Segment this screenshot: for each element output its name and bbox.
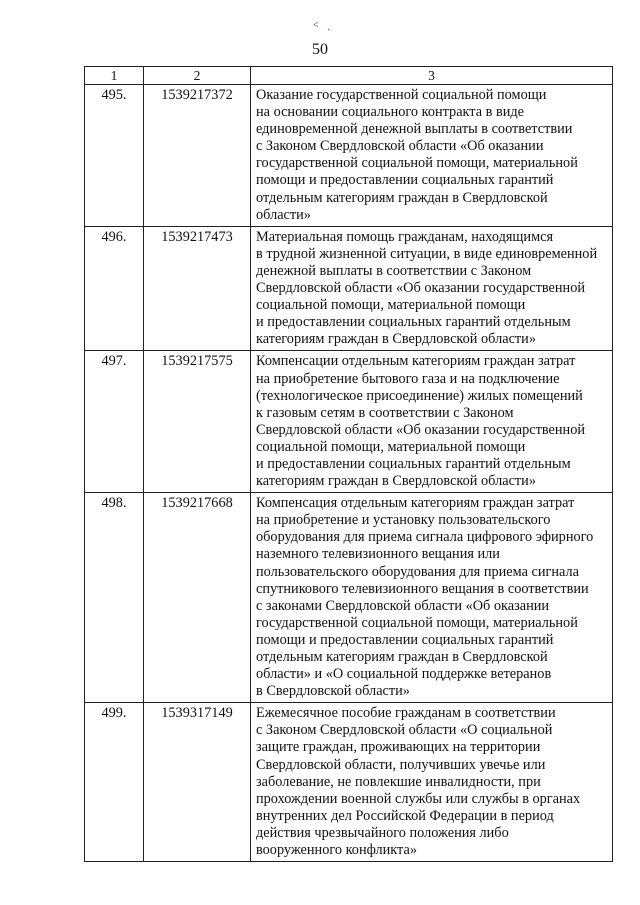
table-row	[85, 85, 613, 227]
row-description: Компенсации отдельным категориям граждан затрат на приобретение бытового газа и на подключение (технологическое присоединение) жилых помещений к газовым сетям в соответствии с Законом Свердловской области «Об оказании государственной социальной помощи, материальной помощи и предоставлении социальных гарантий отдельным категориям граждан в Свердловской области»	[251, 351, 613, 493]
row-code: 1539217473	[144, 226, 251, 351]
scan-artifact-mark: ˂ ˎ	[313, 20, 334, 31]
table-row	[85, 493, 613, 703]
document-table	[84, 66, 613, 862]
page-number: 50	[312, 41, 328, 58]
header-cell-code: 2	[144, 67, 251, 85]
header-cell-description: 3	[251, 67, 613, 85]
row-number: 495.	[85, 85, 144, 227]
row-description: Компенсация отдельным категориям граждан затрат на приобретение и установку пользовательского оборудования для приема сигнала цифрового эфирного наземного телевизионного вещания или пользовательского оборудования для приема сигнала спутникового телевизионного вещания в соответствии с законами Свердловской области «Об оказании государственной социальной помощи, материальной помощи и предоставлении социальных гарантий отдельным категориям граждан в Свердловской области» и «О социальной поддержке ветеранов в Свердловской области»	[251, 493, 613, 703]
row-code: 1539317149	[144, 703, 251, 862]
row-number: 497.	[85, 351, 144, 493]
table-row	[85, 226, 613, 351]
row-number: 499.	[85, 703, 144, 862]
table-row	[85, 703, 613, 862]
table-header-row	[85, 67, 613, 85]
table-row	[85, 351, 613, 493]
row-number: 498.	[85, 493, 144, 703]
row-code: 1539217668	[144, 493, 251, 703]
row-description: Ежемесячное пособие гражданам в соответствии с Законом Свердловской области «О социальной защите граждан, проживающих на территории Свердловской области, получивших увечье или заболевание, не повлекшие инвалидности, при прохождении военной службы или службы в органах внутренних дел Российской Федерации в период действия чрезвычайного положения либо вооруженного конфликта»	[251, 703, 613, 862]
header-cell-number: 1	[85, 67, 144, 85]
row-code: 1539217575	[144, 351, 251, 493]
row-code: 1539217372	[144, 85, 251, 227]
row-number: 496.	[85, 226, 144, 351]
row-description: Оказание государственной социальной помощи на основании социального контракта в виде единовременной денежной выплаты в соответствии с Законом Свердловской области «Об оказании государственной социальной помощи, материальной помощи и предоставлении социальных гарантий отдельным категориям граждан в Свердловской области»	[251, 85, 613, 227]
row-description: Материальная помощь гражданам, находящимся в трудной жизненной ситуации, в виде единовременной денежной выплаты в соответствии с Законом Свердловской области «Об оказании государственной социальной помощи, материальной помощи и предоставлении социальных гарантий отдельным категориям граждан в Свердловской области»	[251, 226, 613, 351]
